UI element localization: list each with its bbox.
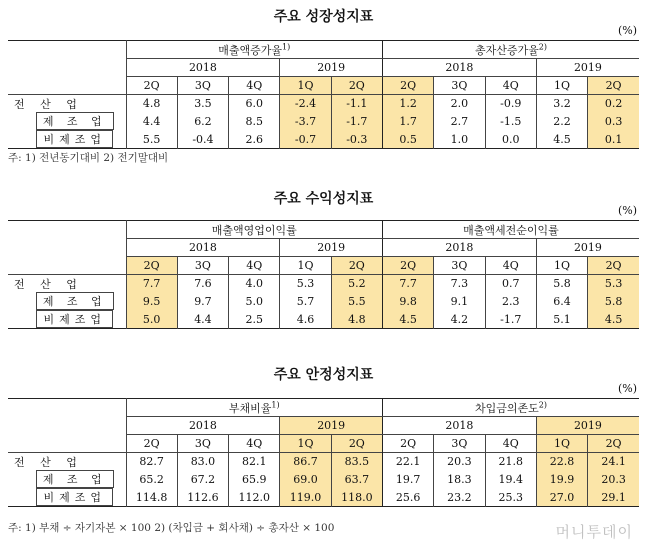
data-cell: -0.4 xyxy=(177,130,228,149)
data-cell: 4.0 xyxy=(229,275,280,293)
quarter-header: 2Q xyxy=(331,77,382,95)
data-cell: 4.5 xyxy=(382,310,433,329)
group-header-a: 부채비율$^{1)}$ xyxy=(126,399,382,417)
data-cell: -1.5 xyxy=(485,112,536,130)
data-cell: -1.7 xyxy=(485,310,536,329)
data-cell: 82.7 xyxy=(126,453,177,471)
data-cell: 4.6 xyxy=(280,310,331,329)
year-header: 2019 xyxy=(536,59,639,77)
indicator-table xyxy=(8,398,639,507)
row-label: 비제조업 xyxy=(8,310,126,329)
data-cell: 22.1 xyxy=(382,453,433,471)
data-cell: 29.1 xyxy=(588,488,639,507)
quarter-header: 3Q xyxy=(434,435,485,453)
table-row xyxy=(8,470,639,488)
group-header-b: 매출액세전순이익률 xyxy=(382,221,639,239)
data-cell: 19.9 xyxy=(536,470,587,488)
data-cell: 82.1 xyxy=(229,453,280,471)
section-title: 주요 수익성지표 xyxy=(273,191,374,207)
data-cell: 0.2 xyxy=(588,95,639,113)
data-cell: 2.6 xyxy=(229,130,280,149)
data-cell: 5.3 xyxy=(280,275,331,293)
quarter-header: 4Q xyxy=(229,257,280,275)
section-title: 주요 안정성지표 xyxy=(273,367,374,383)
unit-label: (%) xyxy=(617,204,637,217)
data-cell: 5.5 xyxy=(331,292,382,310)
data-cell: 21.8 xyxy=(485,453,536,471)
row-label: 제 조 업 xyxy=(8,292,126,310)
year-header: 2018 xyxy=(126,239,280,257)
data-cell: 65.9 xyxy=(229,470,280,488)
data-cell: 5.2 xyxy=(331,275,382,293)
year-header: 2019 xyxy=(280,417,383,435)
data-cell: 4.4 xyxy=(177,310,228,329)
data-cell: 0.1 xyxy=(588,130,639,149)
data-cell: 1.0 xyxy=(434,130,485,149)
data-cell: 20.3 xyxy=(434,453,485,471)
data-cell: 2.3 xyxy=(485,292,536,310)
table-row xyxy=(8,95,639,113)
year-header: 2019 xyxy=(280,59,383,77)
data-cell: 119.0 xyxy=(280,488,331,507)
data-cell: 20.3 xyxy=(588,470,639,488)
quarter-header: 1Q xyxy=(536,77,587,95)
group-header-a: 매출액증가율$^{1)}$ xyxy=(126,41,382,59)
data-cell: 6.0 xyxy=(229,95,280,113)
data-cell: 0.7 xyxy=(485,275,536,293)
data-cell: 9.8 xyxy=(382,292,433,310)
quarter-header: 3Q xyxy=(434,77,485,95)
data-cell: 23.2 xyxy=(434,488,485,507)
quarter-header: 2Q xyxy=(126,435,177,453)
data-cell: 22.8 xyxy=(536,453,587,471)
row-label: 제 조 업 xyxy=(8,112,126,130)
data-cell: 6.4 xyxy=(536,292,587,310)
data-cell: 67.2 xyxy=(177,470,228,488)
quarter-header: 1Q xyxy=(280,435,331,453)
row-label: 전 산 업 xyxy=(14,97,83,111)
data-cell: 7.6 xyxy=(177,275,228,293)
data-cell: 19.4 xyxy=(485,470,536,488)
data-cell: 5.0 xyxy=(229,292,280,310)
quarter-header: 4Q xyxy=(485,435,536,453)
data-cell: 25.3 xyxy=(485,488,536,507)
data-cell: 0.5 xyxy=(382,130,433,149)
data-cell: 112.6 xyxy=(177,488,228,507)
data-cell: 24.1 xyxy=(588,453,639,471)
quarter-header: 3Q xyxy=(177,257,228,275)
data-cell: 83.5 xyxy=(331,453,382,471)
corner-cell xyxy=(8,41,126,59)
table-row xyxy=(8,130,639,149)
unit-label: (%) xyxy=(617,382,637,395)
table-row xyxy=(8,488,639,507)
data-cell: 1.7 xyxy=(382,112,433,130)
data-cell: 1.2 xyxy=(382,95,433,113)
row-label: 비제조업 xyxy=(8,488,126,507)
data-cell: 3.2 xyxy=(536,95,587,113)
data-cell: 83.0 xyxy=(177,453,228,471)
year-header: 2018 xyxy=(126,417,280,435)
table-row xyxy=(8,275,639,293)
data-cell: 118.0 xyxy=(331,488,382,507)
data-cell: 69.0 xyxy=(280,470,331,488)
quarter-header: 4Q xyxy=(485,257,536,275)
quarter-header: 2Q xyxy=(588,257,639,275)
quarter-header: 1Q xyxy=(536,257,587,275)
year-header: 2019 xyxy=(280,239,383,257)
data-cell: 5.0 xyxy=(126,310,177,329)
data-cell: 25.6 xyxy=(382,488,433,507)
data-cell: 7.7 xyxy=(126,275,177,293)
group-header-a: 매출액영업이익률 xyxy=(126,221,382,239)
data-cell: 9.7 xyxy=(177,292,228,310)
data-cell: 27.0 xyxy=(536,488,587,507)
quarter-header: 2Q xyxy=(126,77,177,95)
data-cell: 8.5 xyxy=(229,112,280,130)
quarter-header: 1Q xyxy=(280,77,331,95)
indicator-table xyxy=(8,220,639,329)
quarter-header: 3Q xyxy=(177,77,228,95)
data-cell: -0.7 xyxy=(280,130,331,149)
quarter-header: 2Q xyxy=(382,435,433,453)
indicator-table xyxy=(8,40,639,149)
data-cell: 4.8 xyxy=(126,95,177,113)
data-cell: -3.7 xyxy=(280,112,331,130)
data-cell: -2.4 xyxy=(280,95,331,113)
data-cell: 4.5 xyxy=(588,310,639,329)
quarter-header: 3Q xyxy=(434,257,485,275)
data-cell: 2.7 xyxy=(434,112,485,130)
data-cell: 18.3 xyxy=(434,470,485,488)
quarter-header: 1Q xyxy=(536,435,587,453)
quarter-header: 2Q xyxy=(588,77,639,95)
data-cell: 5.8 xyxy=(588,292,639,310)
data-cell: 65.2 xyxy=(126,470,177,488)
table-row xyxy=(8,453,639,471)
row-label: 제 조 업 xyxy=(8,470,126,488)
group-header-b: 차입금의존도$^{2)}$ xyxy=(382,399,639,417)
year-header: 2019 xyxy=(536,239,639,257)
footnote: 주: 1) 부채 ÷ 자기자본 × 100 2) (차입금 + 회사채) ÷ 총자산 × 100 xyxy=(8,522,335,534)
data-cell: -1.1 xyxy=(331,95,382,113)
data-cell: 0.3 xyxy=(588,112,639,130)
quarter-header: 4Q xyxy=(229,77,280,95)
data-cell: 4.5 xyxy=(536,130,587,149)
data-cell: 7.3 xyxy=(434,275,485,293)
data-cell: 9.1 xyxy=(434,292,485,310)
data-cell: 6.2 xyxy=(177,112,228,130)
row-label: 전 산 업 xyxy=(14,455,83,469)
data-cell: 5.3 xyxy=(588,275,639,293)
quarter-header: 3Q xyxy=(177,435,228,453)
data-cell: 63.7 xyxy=(331,470,382,488)
unit-label: (%) xyxy=(617,24,637,37)
quarter-header: 2Q xyxy=(382,77,433,95)
quarter-header: 4Q xyxy=(229,435,280,453)
data-cell: 19.7 xyxy=(382,470,433,488)
data-cell: 112.0 xyxy=(229,488,280,507)
data-cell: 86.7 xyxy=(280,453,331,471)
data-cell: 114.8 xyxy=(126,488,177,507)
year-header: 2018 xyxy=(382,239,536,257)
data-cell: 5.1 xyxy=(536,310,587,329)
data-cell: 4.8 xyxy=(331,310,382,329)
quarter-header: 1Q xyxy=(280,257,331,275)
data-cell: -0.3 xyxy=(331,130,382,149)
data-cell: 4.2 xyxy=(434,310,485,329)
data-cell: 3.5 xyxy=(177,95,228,113)
table-row xyxy=(8,292,639,310)
quarter-header: 4Q xyxy=(485,77,536,95)
watermark-logo: 머니투데이 xyxy=(555,523,633,541)
year-header: 2019 xyxy=(536,417,639,435)
year-header: 2018 xyxy=(382,417,536,435)
data-cell: 2.5 xyxy=(229,310,280,329)
table-row xyxy=(8,310,639,329)
row-label: 전 산 업 xyxy=(14,277,83,291)
data-cell: 7.7 xyxy=(382,275,433,293)
quarter-header: 2Q xyxy=(331,435,382,453)
data-cell: 0.0 xyxy=(485,130,536,149)
section-title: 주요 성장성지표 xyxy=(273,9,374,25)
quarter-header: 2Q xyxy=(588,435,639,453)
data-cell: 5.7 xyxy=(280,292,331,310)
data-cell: 5.5 xyxy=(126,130,177,149)
data-cell: -0.9 xyxy=(485,95,536,113)
data-cell: 2.0 xyxy=(434,95,485,113)
data-cell: 4.4 xyxy=(126,112,177,130)
year-header: 2018 xyxy=(126,59,280,77)
data-cell: 2.2 xyxy=(536,112,587,130)
quarter-header: 2Q xyxy=(382,257,433,275)
data-cell: 9.5 xyxy=(126,292,177,310)
data-cell: -1.7 xyxy=(331,112,382,130)
table-row xyxy=(8,112,639,130)
footnote: 주: 1) 전년동기대비 2) 전기말대비 xyxy=(8,152,169,164)
quarter-header: 2Q xyxy=(331,257,382,275)
quarter-header: 2Q xyxy=(126,257,177,275)
data-cell: 5.8 xyxy=(536,275,587,293)
group-header-b: 총자산증가율$^{2)}$ xyxy=(382,41,639,59)
year-header: 2018 xyxy=(382,59,536,77)
row-label: 비제조업 xyxy=(8,130,126,149)
